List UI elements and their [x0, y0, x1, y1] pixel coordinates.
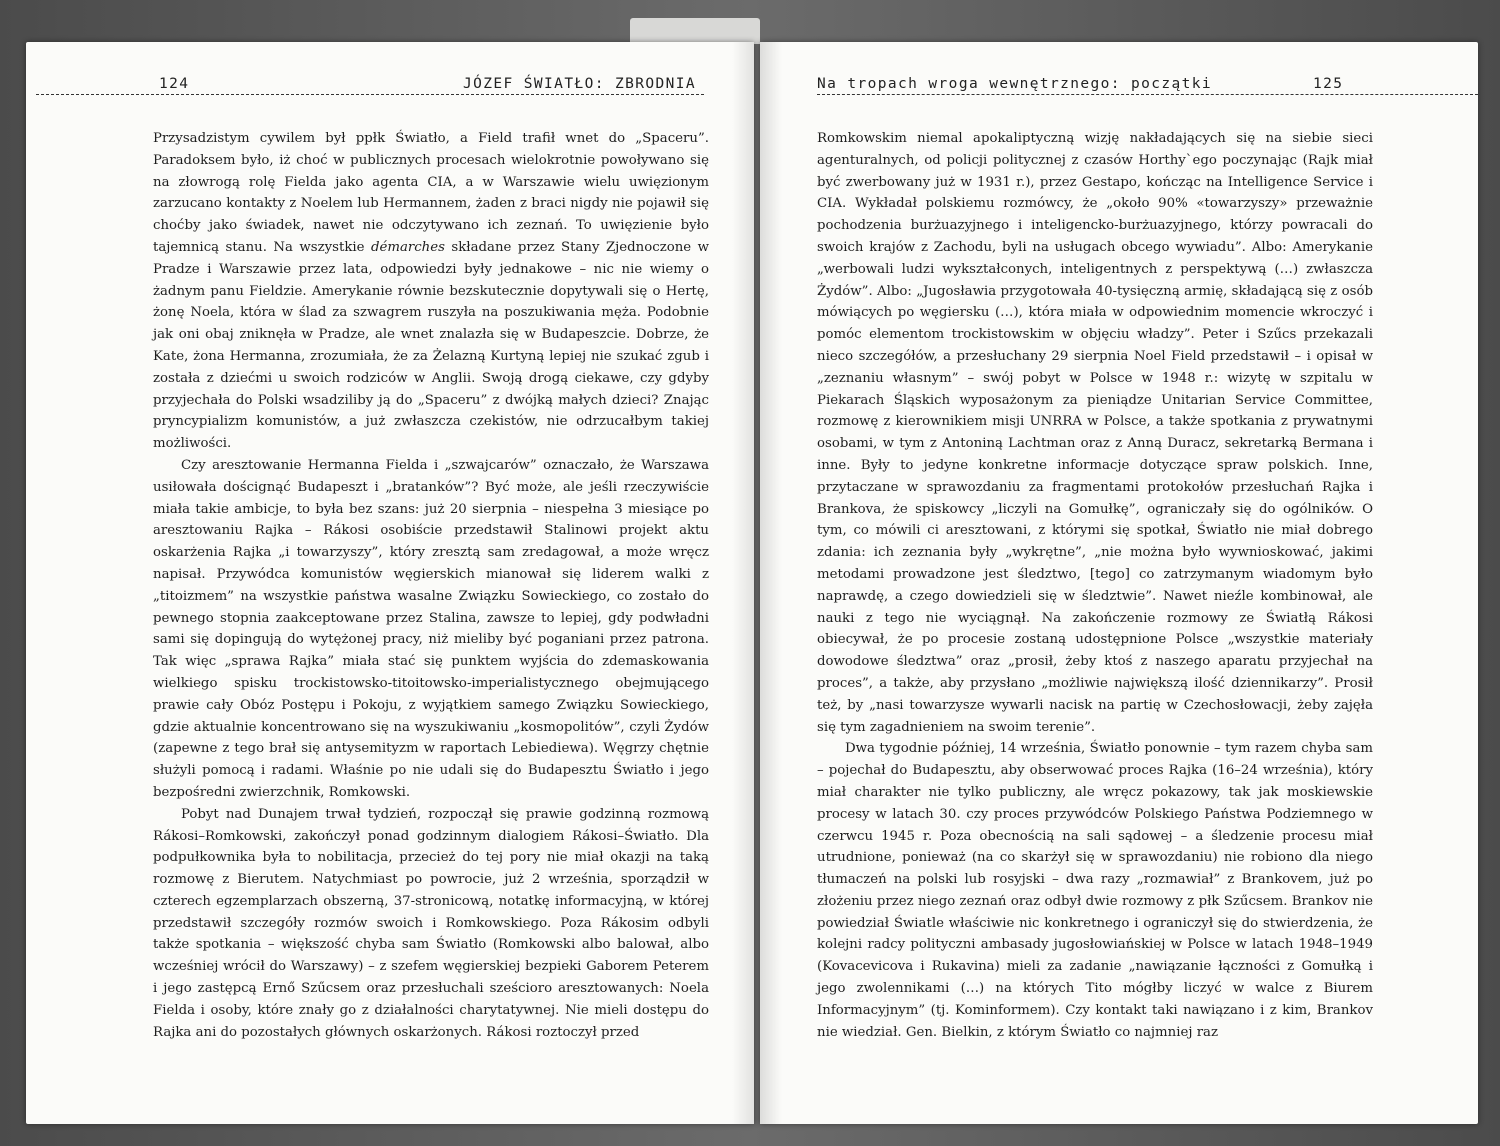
right-paragraph-2: Dwa tygodnie później, 14 września, Światło ponownie – tym razem chyba sam – pojechał do Budapesztu, aby obserwować proces Rajka (16–24 września), który miał charakter nie tylko publiczny, ale wręcz pokazowy, tak jak moskiewskie procesy w latach 30. czy proces przywódców Polskiego Państwa Podziemnego w czerwcu 1945 r. Poza obecnością na sali sądowej – a śledzenie procesu miał utrudnione, ponieważ (na co skarżył się w sprawozdaniu) nie robiono dla niego tłumaczeń na polski lub rosyjski – dwa razy „rozmawiał” z Brankovem, już po złożeniu przez niego zeznań oraz odbył dwie rozmowy z płk Szűcsem. Brankov nie powiedział Światle właściwie nic konkretnego i ograniczył się do stwierdzenia, że kolejni radcy polityczni ambasady jugosłowiańskiej w Polsce w latach 1948–1949 (Kovacevicova i Rukavina) mieli za zadanie „nawiązanie łączności z Gomułką i jego zwolennikami (…) na których Tito mógłby liczyć w walce z Biurem Informacyjnym” (tj. Kominformem). Czy kontakt taki nawiązano i z kim, Brankov nie wiedział. Gen. Bielkin, z którym Światło co najmniej raz: [817, 741, 1373, 1040]
left-page: [26, 42, 754, 1124]
left-header-rule: [36, 94, 704, 95]
right-paragraph-1: Romkowskim niemal apokaliptyczną wizję nakładających się na siebie sieci agenturalnych, od policji politycznej z czasów Horthy`ego poczynając (Rajk miał być zwerbowany już w 1931 r.), przez Gestapo, kończąc na Intelligence Service i CIA. Wykładał polskiemu rozmówcy, że „około 90% «towarzyszy» przeważnie pochodzenia burżuazyjnego i inteligencko-burżuazyjnego, którzy powracali do swoich krajów z Zachodu, byli na usługach obcego wywiadu”. Albo: Amerykanie „werbowali ludzi wykształconych, inteligentnych z perspektywą (…) zwłaszcza Żydów”. Albo: „Jugosławia przygotowała 40-tysięczną armię, składającą się z osób mówiących po węgiersku (…), która miała w odpowiednim momencie wkroczyć i pomóc elementom trockistowskim w objęciu władzy”. Peter i Szűcs przekazali nieco szczegółów, a przesłuchany 29 sierpnia Noel Field przedstawił – i opisał w „zeznaniu własnym” – swój pobyt w Polsce w 1948 r.: wizytę w szpitalu w Piekarach Śląskich wyposażonym za pieniądze Unitarian Service Committee, rozmowę z kierownikiem misji UNRRA w Polsce, a także spotkania z prywatnymi osobami, w tym z Antoniną Lachtman oraz z Anną Duracz, sekretarką Bermana i inne. Były to jedyne konkretne informacje dotyczące spraw polskich. Inne, przytaczane w sprawozdaniu za fragmentami protokołów przesłuchań Rajka i Brankova, że spiskowcy „liczyli na Gomułkę”, ograniczały się do ogólników. O tym, co mówili ci aresztowani, z którymi się spotkał, Światło nie miał dobrego zdania: ich zeznania były „wykrętne”, „nie można było wywnioskować, jakimi metodami prowadzone jest śledztwo, [tego] co zatrzymanym wiadomym było naprawdę, a czego dowiedzieli się w śledztwie”. Nawet nieźle kombinował, ale nauki z tego nie wyciągnął. Na zakończenie rozmowy ze Światłą Rákosi obiecywał, że po procesie zostaną udostępnione Polsce „wszystkie materiały dowodowe śledztwa” oraz „prosił, żeby ktoś z naszego aparatu przyjechał na proces”, a także, aby przysłano „możliwie największą ilość dziennikarzy”. Prosił też, by „nasi towarzysze wywarli nacisk na partię w Czechosłowacji, żeby zajęła się tym zagadnieniem na swoim terenie”.: [817, 131, 1373, 735]
left-paragraph-1: [153, 128, 709, 455]
page-edge-strip: [630, 18, 760, 44]
left-text-block: [153, 128, 709, 1043]
left-paragraph-3: Pobyt nad Dunajem trwał tydzień, rozpoczął się prawie godzinną rozmową Rákosi–Romkowski, zakończył ponad godzinnym dialogiem Rákosi–Światło. Dla podpułkownika była to nobilitacja, przecież do tej pory nie miał okazji na taką rozmowę z Bierutem. Natychmiast po powrocie, już 2 września, sporządził w czterech egzemplarzach obszerną, 37-stronicową, notatkę informacyjną, w której przedstawił szczegóły rozmów swoich i Romkowskiego. Poza Rákosim odbyli także spotkania – większość chyba sam Światło (Romkowski albo balował, albo wcześniej wrócił do Warszawy) – z szefem węgierskiej bezpieki Gaborem Peterem i jego zastępcą Ernő Szűcsem oraz przesłuchali sześcioro aresztowanych: Noela Fielda i osoby, które znały go z działalności charytatywnej. Nie mieli dostępu do Rajka ani do pozostałych głównych oskarżonych. Rákosi roztoczył przed: [153, 806, 709, 1040]
right-running-head: Na tropach wroga wewnętrznego: początki: [817, 76, 1213, 92]
right-page-number: 125: [1313, 76, 1344, 92]
right-header-rule: [817, 94, 1478, 95]
left-p1-text-b: składane przez Stany Zjednoczone w Pradze i Warszawie przez lata, odpowiedzi były jednakowe – nic nie wiemy o żadnym panu Fieldzie. Amerykanie równie bezskutecznie dopytywali się o Hertę, żonę Noela, która w ślad za szwagrem ruszyła na poszukiwania męża. Podobnie jak oni obaj zniknęła w Pradze, ale wnet znalazła się w Budapeszcie. Dobrze, że Kate, żona Hermanna, zrozumiała, że za Żelazną Kurtyną lepiej nie szukać zgub i została z dziećmi u swoich rodziców w Anglii. Swoją drogą ciekawe, czy gdyby przyjechała do Polski wsadziliby ją do „Spaceru” z dwójką małych dzieci? Znając pryncypializm komunistów, a już zwłaszcza czekistów, nie odrzucałbym takiej możliwości.: [153, 239, 709, 452]
left-running-head: JÓZEF ŚWIATŁO: ZBRODNIA: [463, 76, 696, 92]
left-page-number: 124: [159, 76, 190, 92]
left-paragraph-2: Czy aresztowanie Hermanna Fielda i „szwajcarów” oznaczało, że Warszawa usiłowała doścignąć Budapeszt i „bratanków”? Być może, ale jeśli rzeczywiście miała takie ambicje, to była bez szans: już 20 sierpnia – niespełna 3 miesiące po aresztowaniu Rajka – Rákosi osobiście przedstawił Stalinowi projekt aktu oskarżenia Rajka „i towarzyszy”, który zresztą sam zredagował, a może wręcz napisał. Przywódca komunistów węgierskich mianował się liderem walki z „titoizmem” na wszystkie państwa wasalne Związku Sowieckiego, co zostało do pewnego stopnia zaakceptowane przez Stalina, zawsze to lepiej, gdy podwładni sami się dopingują do wytężonej pracy, niż mieliby być poganiani przez patrona. Tak więc „sprawa Rajka” miała stać się punktem wyjścia do zdemaskowania wielkiego spisku trockistowsko-titoitowsko-imperialistycznego obejmującego prawie cały Obóz Postępu i Pokoju, z wyjątkiem samego Związku Sowieckiego, gdzie aktualnie koncentrowano się na wyszukiwaniu „kosmopolitów”, czyli Żydów (zapewne z tego brał się antysemityzm w raportach Lebiediewa). Węgrzy chętnie służyli pomocą i radami. Właśnie po nie udali się do Budapesztu Światło i jego bezpośredni zwierzchnik, Romkowski.: [153, 457, 709, 800]
left-p1-emphasis: démarches: [370, 239, 445, 255]
left-p1-text-a: Przysadzistym cywilem był ppłk Światło, a Field trafił wnet do „Spaceru”. Paradoksem było, iż choć w publicznych procesach wielokrotnie powoływano się na złowrogą rolę Fielda jako agenta CIA, a w Warszawie wielu uwięzionym zarzucano kontakty z Noelem lub Hermannem, żaden z braci nigdy nie pojawił się choćby jako świadek, nawet nie odczytywano ich zeznań. To uwięzienie było tajemnicą stanu. Na wszystkie: [153, 131, 709, 255]
right-page: [760, 42, 1478, 1124]
right-text-block: [817, 128, 1373, 1043]
